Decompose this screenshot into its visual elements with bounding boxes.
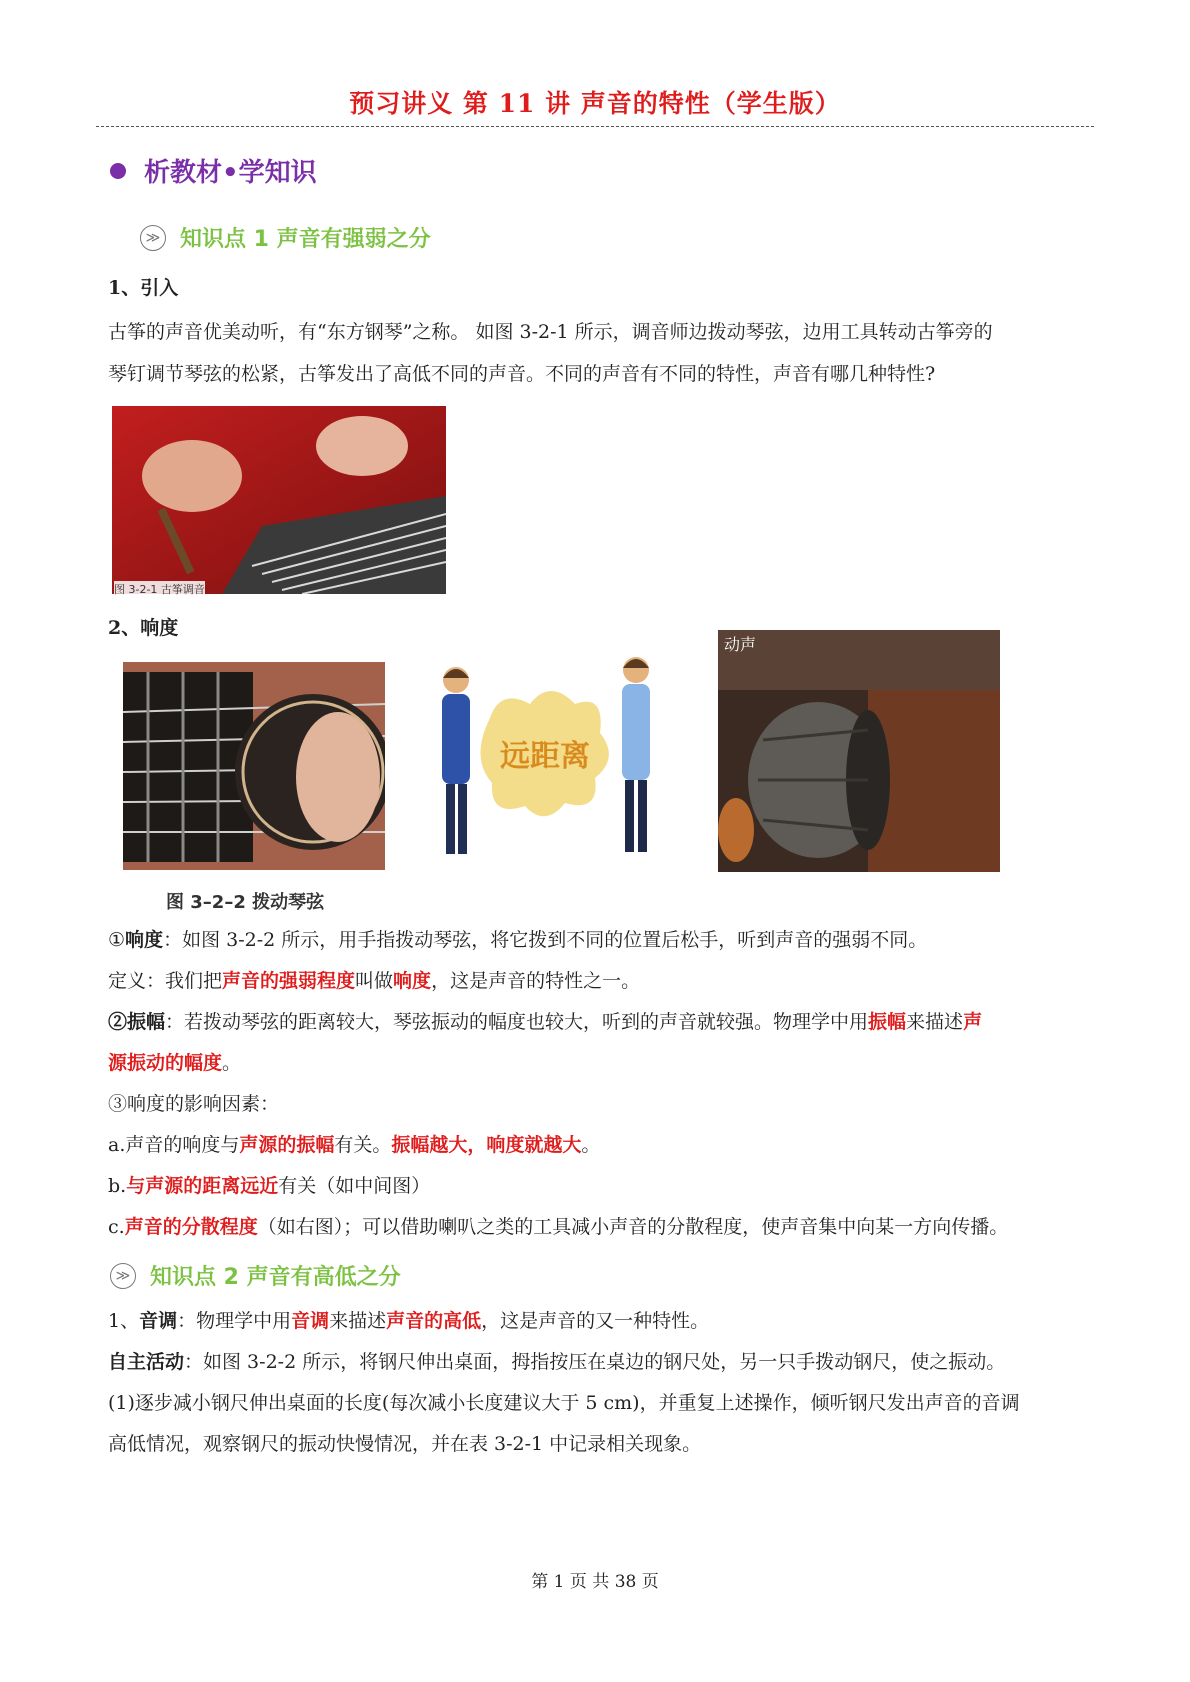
double-chevron-icon: ≫ (110, 1263, 136, 1289)
loudness-factor-c: c.声音的分散程度（如右图）；可以借助喇叭之类的工具减小声音的分散程度，使声音集中向某一方向传播。 (108, 1216, 1009, 1238)
figure-3-2-2-caption: 图 3–2–2 拨动琴弦 (166, 892, 325, 913)
loudness-definition: 定义：我们把声音的强弱程度叫做响度，这是声音的特性之一。 (108, 970, 641, 992)
page-footer: 第 1 页 共 38 页 (531, 1572, 659, 1592)
bell-photo (718, 630, 1000, 872)
knowledge-point-1-label: 知识点 1 声音有强弱之分 (180, 227, 431, 252)
loudness-factor-b: b.与声源的距离远近有关（如中间图） (108, 1175, 431, 1197)
section-heading (110, 152, 317, 189)
page-title: 预习讲义 第 11 讲 声音的特性（学生版） (349, 89, 841, 118)
intro-paragraph-line-1: 古筝的声音优美动听，有“东方钢琴”之称。 如图 3-2-1 所示，调音师边拨动琴弦，边用工具转动古筝旁的 (108, 321, 993, 343)
loudness-factor-a: a.声音的响度与声源的振幅有关。振幅越大，响度就越大。 (108, 1134, 601, 1156)
bell-photo-label: 动声 (724, 635, 757, 654)
bullet-dot-icon (110, 163, 126, 179)
amplitude-line-1: ②振幅：若拨动琴弦的距离较大，琴弦振动的幅度也较大，听到的声音就较强。物理学中用振幅来描述声 (108, 1011, 983, 1033)
distance-cartoon-illustration (430, 638, 660, 870)
loudness-factors-heading: ③响度的影响因素： (108, 1093, 280, 1115)
activity-step-1-line-2: 高低情况，观察钢尺的振动快慢情况，并在表 3-2-1 中记录相关现象。 (108, 1433, 702, 1455)
double-chevron-icon: ≫ (140, 225, 166, 251)
knowledge-point-1 (140, 222, 431, 253)
self-activity: 自主活动：如图 3-2-2 所示，将钢尺伸出桌面，拇指按压在桌边的钢尺处，另一只手拨动钢尺，使之振动。 (108, 1351, 1006, 1373)
activity-step-1-line-1: (1)逐步减小钢尺伸出桌面的长度(每次减小长度建议大于 5 cm)，并重复上述操作，倾听钢尺发出声音的音调 (108, 1392, 1020, 1414)
amplitude-line-2: 源振动的幅度。 (108, 1052, 242, 1074)
intro-heading: 1、引入 (108, 277, 179, 299)
pitch-definition: 1、音调：物理学中用音调来描述声音的高低，这是声音的又一种特性。 (108, 1310, 710, 1332)
title-divider (96, 126, 1094, 127)
plucking-strings-photo (123, 662, 385, 870)
loudness-line-1: ①响度：如图 3-2-2 所示，用手指拨动琴弦，将它拨到不同的位置后松手，听到声音的强弱不同。 (108, 929, 928, 951)
section-heading-text: 析教材•学知识 (144, 158, 317, 188)
figure-3-2-1-caption: 图 3-2-1 古筝调音 (114, 583, 205, 596)
guzheng-tuning-photo (112, 406, 446, 594)
knowledge-point-2-label: 知识点 2 声音有高低之分 (150, 1265, 401, 1290)
cloud-label: 远距离 (500, 739, 590, 774)
knowledge-point-2 (110, 1260, 401, 1291)
loudness-heading: 2、响度 (108, 617, 179, 639)
intro-paragraph-line-2: 琴钉调节琴弦的松紧，古筝发出了高低不同的声音。不同的声音有不同的特性，声音有哪几种特性? (108, 363, 936, 385)
